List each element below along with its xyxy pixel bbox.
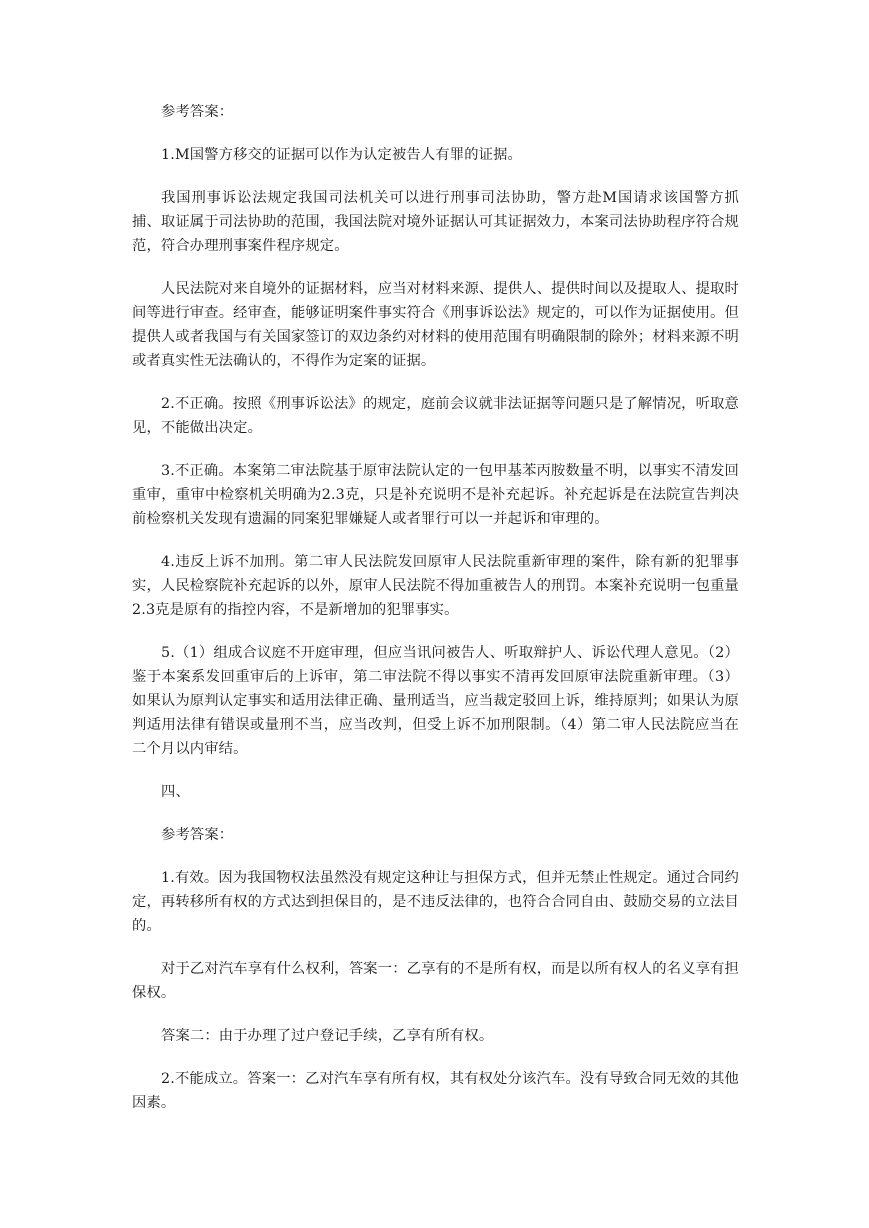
section-heading: 四、 (161, 784, 190, 800)
answer-paragraph: 人民法院对来自境外的证据材料，应当对材料来源、提供人、提供时间以及提取人、提取时间等进行审查。经审查，能够证明案件事实符合《刑事诉讼法》规定的，可以作为证据使用。但提供人或者我国与有关国家签订的双边条约对材料的使用范围有明确限制的除外；材料来源不明或者真实性无法确认的，不得作为定案的证据。 (132, 281, 739, 369)
answer-paragraph: 2.不能成立。答案一：乙对汽车享有所有权，其有权处分该汽车。没有导致合同无效的其他因素。 (132, 1071, 739, 1111)
answer-paragraph: 1.有效。因为我国物权法虽然没有规定这种让与担保方式，但并无禁止性规定。通过合同约定，再转移所有权的方式达到担保目的，是不违反法律的，也符合合同自由、鼓励交易的立法目的。 (132, 870, 739, 934)
answer-paragraph: 我国刑事诉讼法规定我国司法机关可以进行刑事司法协助，警方赴M国请求该国警方抓捕、取证属于司法协助的范围，我国法院对境外证据认可其证据效力，本案司法协助程序符合规范，符合办理刑事案件程序规定。 (132, 190, 739, 254)
answer-paragraph: 1.M国警方移交的证据可以作为认定被告人有罪的证据。 (161, 147, 523, 163)
answer-paragraph: 对于乙对汽车享有什么权利，答案一：乙享有的不是所有权，而是以所有权人的名义享有担保权。 (132, 961, 739, 1001)
answer-paragraph: 4.违反上诉不加刑。第二审人民法院发回原审人民法院重新审理的案件，除有新的犯罪事实，人民检察院补充起诉的以外，原审人民法院不得加重被告人的刑罚。本案补充说明一包重量2.3克是原有的指控内容，不是新增加的犯罪事实。 (132, 554, 739, 618)
answer-paragraph: 2.不正确。按照《刑事诉讼法》的规定，庭前会议就非法证据等问题只是了解情况，听取意见，不能做出决定。 (132, 396, 739, 436)
answer-heading: 参考答案： (161, 827, 234, 843)
answer-paragraph: 5.（1）组成合议庭不开庭审理，但应当讯问被告人、听取辩护人、诉讼代理人意见。（2）鉴于本案系发回重审后的上诉审，第二审法院不得以事实不清再发回原审法院重新审理。（3）如果认为原判认定事实和适用法律正确、量刑适当，应当裁定驳回上诉，维持原判；如果认为原判适用法律有错误或量刑不当，应当改判，但受上诉不加刑限制。（4）第二审人民法院应当在二个月以内审结。 (132, 645, 739, 757)
answer-heading: 参考答案： (161, 104, 234, 120)
answer-paragraph: 3.不正确。本案第二审法院基于原审法院认定的一包甲基苯丙胺数量不明，以事实不清发回重审，重审中检察机关明确为2.3克，只是补充说明不是补充起诉。补充起诉是在法院宣告判决前检察机关发现有遗漏的同案犯罪嫌疑人或者罪行可以一并起诉和审理的。 (132, 463, 739, 527)
answer-paragraph: 答案二：由于办理了过户登记手续，乙享有所有权。 (161, 1028, 494, 1044)
